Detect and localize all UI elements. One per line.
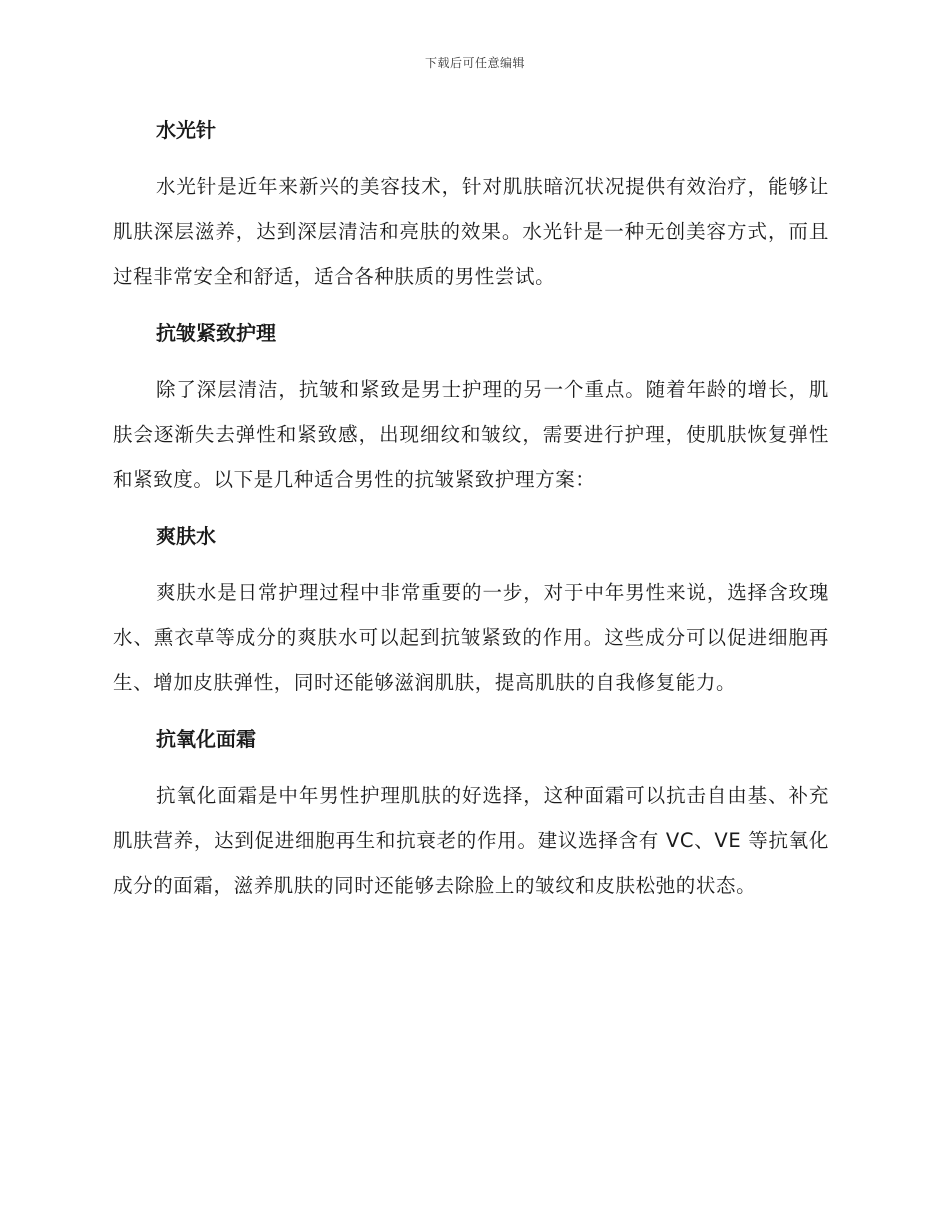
document-body: [113, 108, 829, 908]
section-anti-wrinkle: [113, 311, 829, 502]
section-heading: 水光针: [156, 118, 216, 142]
section-paragraph: 抗氧化面霜是中年男性护理肌肤的好选择，这种面霜可以抗击自由基、补充肌肤营养，达到促进细胞再生和抗衰老的作用。建议选择含有 VC、VE 等抗氧化成分的面霜，滋养肌肤的同时还能够去除脸上的皱纹和皮肤松弛的状态。: [113, 784, 829, 897]
section-heading: 抗氧化面霜: [156, 727, 256, 751]
section-antioxidant-cream: [113, 717, 829, 908]
section-hydro-needle: [113, 108, 829, 299]
section-paragraph: 水光针是近年来新兴的美容技术，针对肌肤暗沉状况提供有效治疗，能够让肌肤深层滋养，达到深层清洁和亮肤的效果。水光针是一种无创美容方式，而且过程非常安全和舒适，适合各种肤质的男性尝试。: [113, 175, 829, 288]
section-heading: 抗皱紧致护理: [156, 321, 276, 345]
section-heading: 爽肤水: [156, 524, 216, 548]
section-toner: [113, 514, 829, 705]
section-paragraph: 除了深层清洁，抗皱和紧致是男士护理的另一个重点。随着年龄的增长，肌肤会逐渐失去弹性和紧致感，出现细纹和皱纹，需要进行护理，使肌肤恢复弹性和紧致度。以下是几种适合男性的抗皱紧致护理方案：: [113, 378, 829, 491]
section-paragraph: 爽肤水是日常护理过程中非常重要的一步，对于中年男性来说，选择含玫瑰水、熏衣草等成分的爽肤水可以起到抗皱紧致的作用。这些成分可以促进细胞再生、增加皮肤弹性，同时还能够滋润肌肤，提高肌肤的自我修复能力。: [113, 581, 829, 694]
header-note: 下载后可任意编辑: [424, 56, 525, 70]
